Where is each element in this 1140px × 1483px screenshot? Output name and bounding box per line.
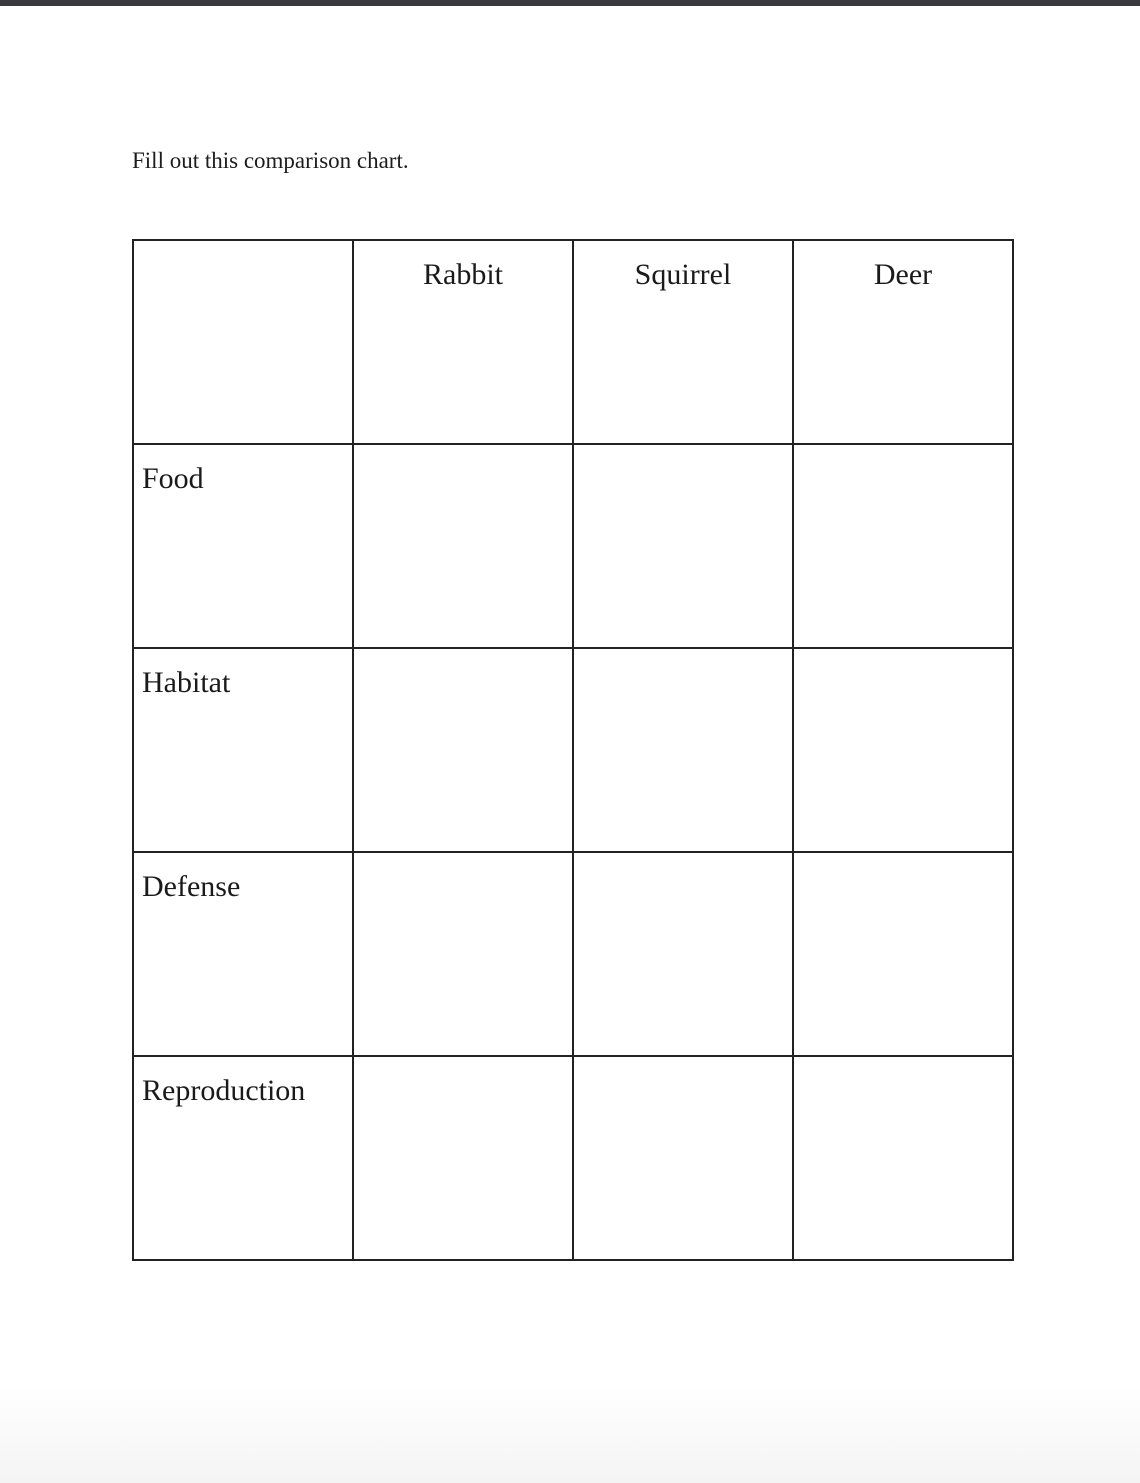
answer-cell-defense-rabbit[interactable]: [353, 852, 573, 1056]
row-header-habitat: Habitat: [133, 648, 353, 852]
answer-cell-reproduction-rabbit[interactable]: [353, 1056, 573, 1260]
answer-cell-food-rabbit[interactable]: [353, 444, 573, 648]
table-row-defense: [133, 852, 1013, 1056]
answer-cell-reproduction-squirrel[interactable]: [573, 1056, 793, 1260]
row-header-defense: Defense: [133, 852, 353, 1056]
column-header-squirrel: Squirrel: [573, 240, 793, 444]
answer-cell-habitat-rabbit[interactable]: [353, 648, 573, 852]
column-header-deer: Deer: [793, 240, 1013, 444]
table-row-habitat: [133, 648, 1013, 852]
comparison-chart: [132, 239, 1014, 1261]
table-row-reproduction: [133, 1056, 1013, 1260]
answer-cell-food-squirrel[interactable]: [573, 444, 793, 648]
header-row: [133, 240, 1013, 444]
row-header-reproduction: Reproduction: [133, 1056, 353, 1260]
answer-cell-habitat-deer[interactable]: [793, 648, 1013, 852]
answer-cell-habitat-squirrel[interactable]: [573, 648, 793, 852]
answer-cell-defense-deer[interactable]: [793, 852, 1013, 1056]
table-row-food: [133, 444, 1013, 648]
column-header-rabbit: Rabbit: [353, 240, 573, 444]
worksheet-page: [0, 6, 1140, 1483]
answer-cell-reproduction-deer[interactable]: [793, 1056, 1013, 1260]
row-header-food: Food: [133, 444, 353, 648]
answer-cell-defense-squirrel[interactable]: [573, 852, 793, 1056]
answer-cell-food-deer[interactable]: [793, 444, 1013, 648]
instruction-text: Fill out this comparison chart.: [132, 148, 409, 173]
corner-cell: [133, 240, 353, 444]
